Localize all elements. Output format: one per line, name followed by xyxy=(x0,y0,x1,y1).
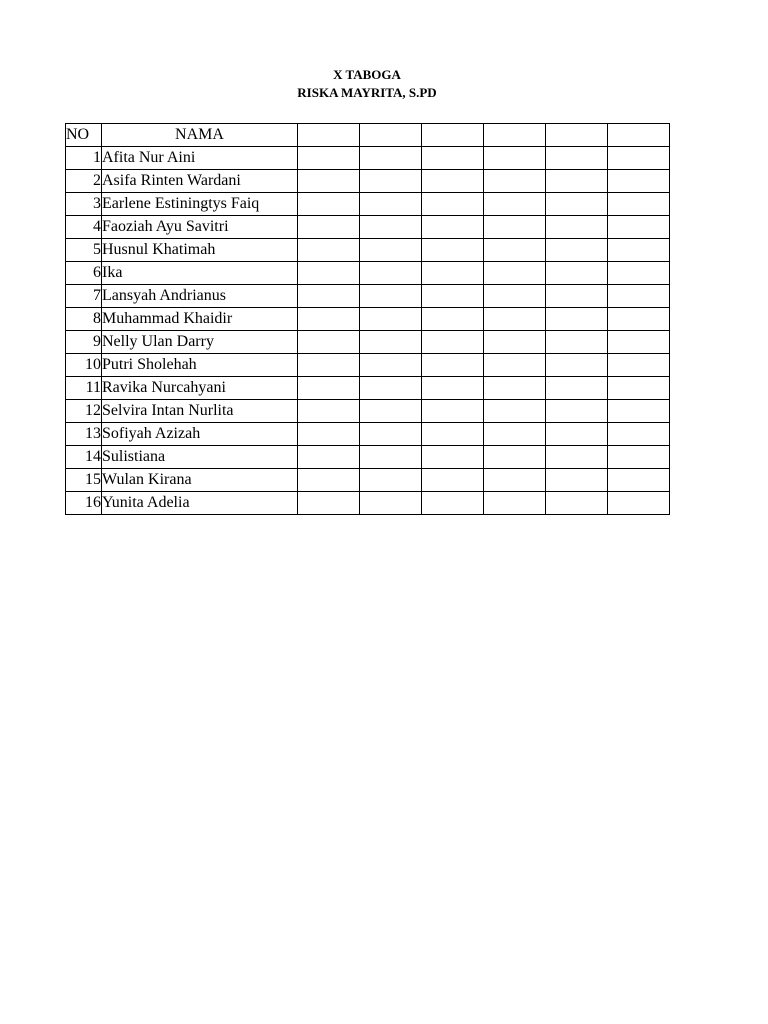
student-name-cell: Yunita Adelia xyxy=(102,492,298,515)
row-number-cell: 6 xyxy=(66,262,102,285)
blank-cell xyxy=(484,354,546,377)
row-number-cell: 11 xyxy=(66,377,102,400)
row-number-cell: 13 xyxy=(66,423,102,446)
row-number-cell: 10 xyxy=(66,354,102,377)
blank-cell xyxy=(422,469,484,492)
blank-cell xyxy=(608,239,670,262)
blank-cell xyxy=(298,377,360,400)
blank-cell xyxy=(422,492,484,515)
blank-cell xyxy=(298,446,360,469)
table-row xyxy=(66,308,670,331)
table-row xyxy=(66,239,670,262)
blank-cell xyxy=(546,285,608,308)
table-row xyxy=(66,469,670,492)
student-name-cell: Nelly Ulan Darry xyxy=(102,331,298,354)
blank-cell xyxy=(484,492,546,515)
blank-cell xyxy=(608,285,670,308)
table-row xyxy=(66,400,670,423)
blank-cell xyxy=(298,216,360,239)
blank-cell xyxy=(546,193,608,216)
table-body xyxy=(66,147,670,515)
blank-cell xyxy=(422,147,484,170)
student-name-cell: Afita Nur Aini xyxy=(102,147,298,170)
student-name-cell: Muhammad Khaidir xyxy=(102,308,298,331)
blank-cell xyxy=(546,469,608,492)
blank-cell xyxy=(608,354,670,377)
student-name-cell: Sofiyah Azizah xyxy=(102,423,298,446)
blank-cell xyxy=(484,262,546,285)
row-number-cell: 5 xyxy=(66,239,102,262)
blank-cell xyxy=(546,239,608,262)
blank-cell xyxy=(608,216,670,239)
blank-cell xyxy=(360,446,422,469)
student-name-cell: Putri Sholehah xyxy=(102,354,298,377)
blank-cell xyxy=(484,331,546,354)
row-number-cell: 9 xyxy=(66,331,102,354)
blank-cell xyxy=(298,469,360,492)
blank-cell xyxy=(546,216,608,239)
row-number-cell: 15 xyxy=(66,469,102,492)
blank-cell xyxy=(422,262,484,285)
table-row xyxy=(66,147,670,170)
blank-cell xyxy=(360,423,422,446)
blank-cell xyxy=(608,331,670,354)
blank-cell xyxy=(360,354,422,377)
table-header-row xyxy=(66,124,670,147)
table-row xyxy=(66,170,670,193)
blank-cell xyxy=(484,308,546,331)
row-number-cell: 4 xyxy=(66,216,102,239)
blank-cell xyxy=(608,469,670,492)
blank-cell xyxy=(360,400,422,423)
blank-cell xyxy=(360,285,422,308)
table-row xyxy=(66,446,670,469)
blank-cell xyxy=(298,308,360,331)
blank-cell xyxy=(298,239,360,262)
blank-cell xyxy=(484,147,546,170)
table-row xyxy=(66,377,670,400)
row-number-cell: 3 xyxy=(66,193,102,216)
table-row xyxy=(66,216,670,239)
blank-cell xyxy=(298,170,360,193)
blank-cell xyxy=(484,469,546,492)
blank-cell xyxy=(422,377,484,400)
row-number-cell: 8 xyxy=(66,308,102,331)
blank-column-header xyxy=(298,124,360,147)
blank-cell xyxy=(298,193,360,216)
table-row xyxy=(66,423,670,446)
blank-cell xyxy=(484,193,546,216)
blank-cell xyxy=(484,423,546,446)
student-name-cell: Wulan Kirana xyxy=(102,469,298,492)
blank-cell xyxy=(484,216,546,239)
blank-cell xyxy=(546,354,608,377)
blank-cell xyxy=(608,492,670,515)
blank-cell xyxy=(546,262,608,285)
blank-cell xyxy=(360,331,422,354)
student-name-cell: Husnul Khatimah xyxy=(102,239,298,262)
blank-cell xyxy=(546,446,608,469)
blank-cell xyxy=(608,308,670,331)
class-title: X TABOGA xyxy=(333,67,401,82)
blank-cell xyxy=(298,492,360,515)
blank-cell xyxy=(360,469,422,492)
student-roster-table xyxy=(65,123,670,515)
blank-cell xyxy=(422,423,484,446)
document-header xyxy=(0,66,734,102)
table-row xyxy=(66,193,670,216)
blank-cell xyxy=(298,331,360,354)
row-number-cell: 16 xyxy=(66,492,102,515)
blank-cell xyxy=(360,262,422,285)
blank-cell xyxy=(422,239,484,262)
blank-cell xyxy=(422,216,484,239)
blank-cell xyxy=(608,423,670,446)
blank-cell xyxy=(422,193,484,216)
table-row xyxy=(66,331,670,354)
student-name-cell: Ika xyxy=(102,262,298,285)
row-number-cell: 14 xyxy=(66,446,102,469)
student-name-cell: Faoziah Ayu Savitri xyxy=(102,216,298,239)
blank-cell xyxy=(360,147,422,170)
blank-column-header xyxy=(422,124,484,147)
blank-cell xyxy=(484,239,546,262)
blank-cell xyxy=(422,400,484,423)
blank-cell xyxy=(546,423,608,446)
blank-cell xyxy=(484,377,546,400)
blank-cell xyxy=(360,492,422,515)
blank-column-header xyxy=(484,124,546,147)
blank-cell xyxy=(546,492,608,515)
blank-cell xyxy=(546,147,608,170)
blank-column-header xyxy=(608,124,670,147)
blank-cell xyxy=(360,170,422,193)
blank-cell xyxy=(360,216,422,239)
row-number-cell: 1 xyxy=(66,147,102,170)
blank-cell xyxy=(422,446,484,469)
blank-cell xyxy=(608,446,670,469)
blank-cell xyxy=(546,331,608,354)
row-number-cell: 12 xyxy=(66,400,102,423)
table-row xyxy=(66,262,670,285)
student-name-cell: Asifa Rinten Wardani xyxy=(102,170,298,193)
table-row xyxy=(66,492,670,515)
blank-cell xyxy=(298,262,360,285)
blank-cell xyxy=(422,170,484,193)
blank-column-header xyxy=(546,124,608,147)
blank-cell xyxy=(608,262,670,285)
blank-cell xyxy=(546,400,608,423)
blank-cell xyxy=(422,354,484,377)
student-name-cell: Ravika Nurcahyani xyxy=(102,377,298,400)
blank-cell xyxy=(422,285,484,308)
student-name-cell: Lansyah Andrianus xyxy=(102,285,298,308)
blank-cell xyxy=(608,147,670,170)
blank-cell xyxy=(298,423,360,446)
blank-cell xyxy=(360,239,422,262)
table-row xyxy=(66,285,670,308)
blank-cell xyxy=(484,170,546,193)
blank-cell xyxy=(422,331,484,354)
blank-cell xyxy=(546,377,608,400)
blank-cell xyxy=(608,193,670,216)
student-name-cell: Earlene Estiningtys Faiq xyxy=(102,193,298,216)
blank-column-header xyxy=(360,124,422,147)
student-name-cell: Selvira Intan Nurlita xyxy=(102,400,298,423)
blank-cell xyxy=(298,285,360,308)
blank-cell xyxy=(298,400,360,423)
student-name-cell: Sulistiana xyxy=(102,446,298,469)
blank-cell xyxy=(484,446,546,469)
blank-cell xyxy=(360,308,422,331)
blank-cell xyxy=(608,170,670,193)
column-header-name: NAMA xyxy=(102,124,298,147)
blank-cell xyxy=(298,354,360,377)
blank-cell xyxy=(546,308,608,331)
row-number-cell: 2 xyxy=(66,170,102,193)
blank-cell xyxy=(546,170,608,193)
teacher-name: RISKA MAYRITA, S.PD xyxy=(297,85,437,100)
column-header-no: NO xyxy=(66,124,102,147)
row-number-cell: 7 xyxy=(66,285,102,308)
blank-cell xyxy=(298,147,360,170)
blank-cell xyxy=(608,377,670,400)
blank-cell xyxy=(484,285,546,308)
blank-cell xyxy=(422,308,484,331)
blank-cell xyxy=(360,377,422,400)
table-row xyxy=(66,354,670,377)
blank-cell xyxy=(484,400,546,423)
blank-cell xyxy=(608,400,670,423)
blank-cell xyxy=(360,193,422,216)
